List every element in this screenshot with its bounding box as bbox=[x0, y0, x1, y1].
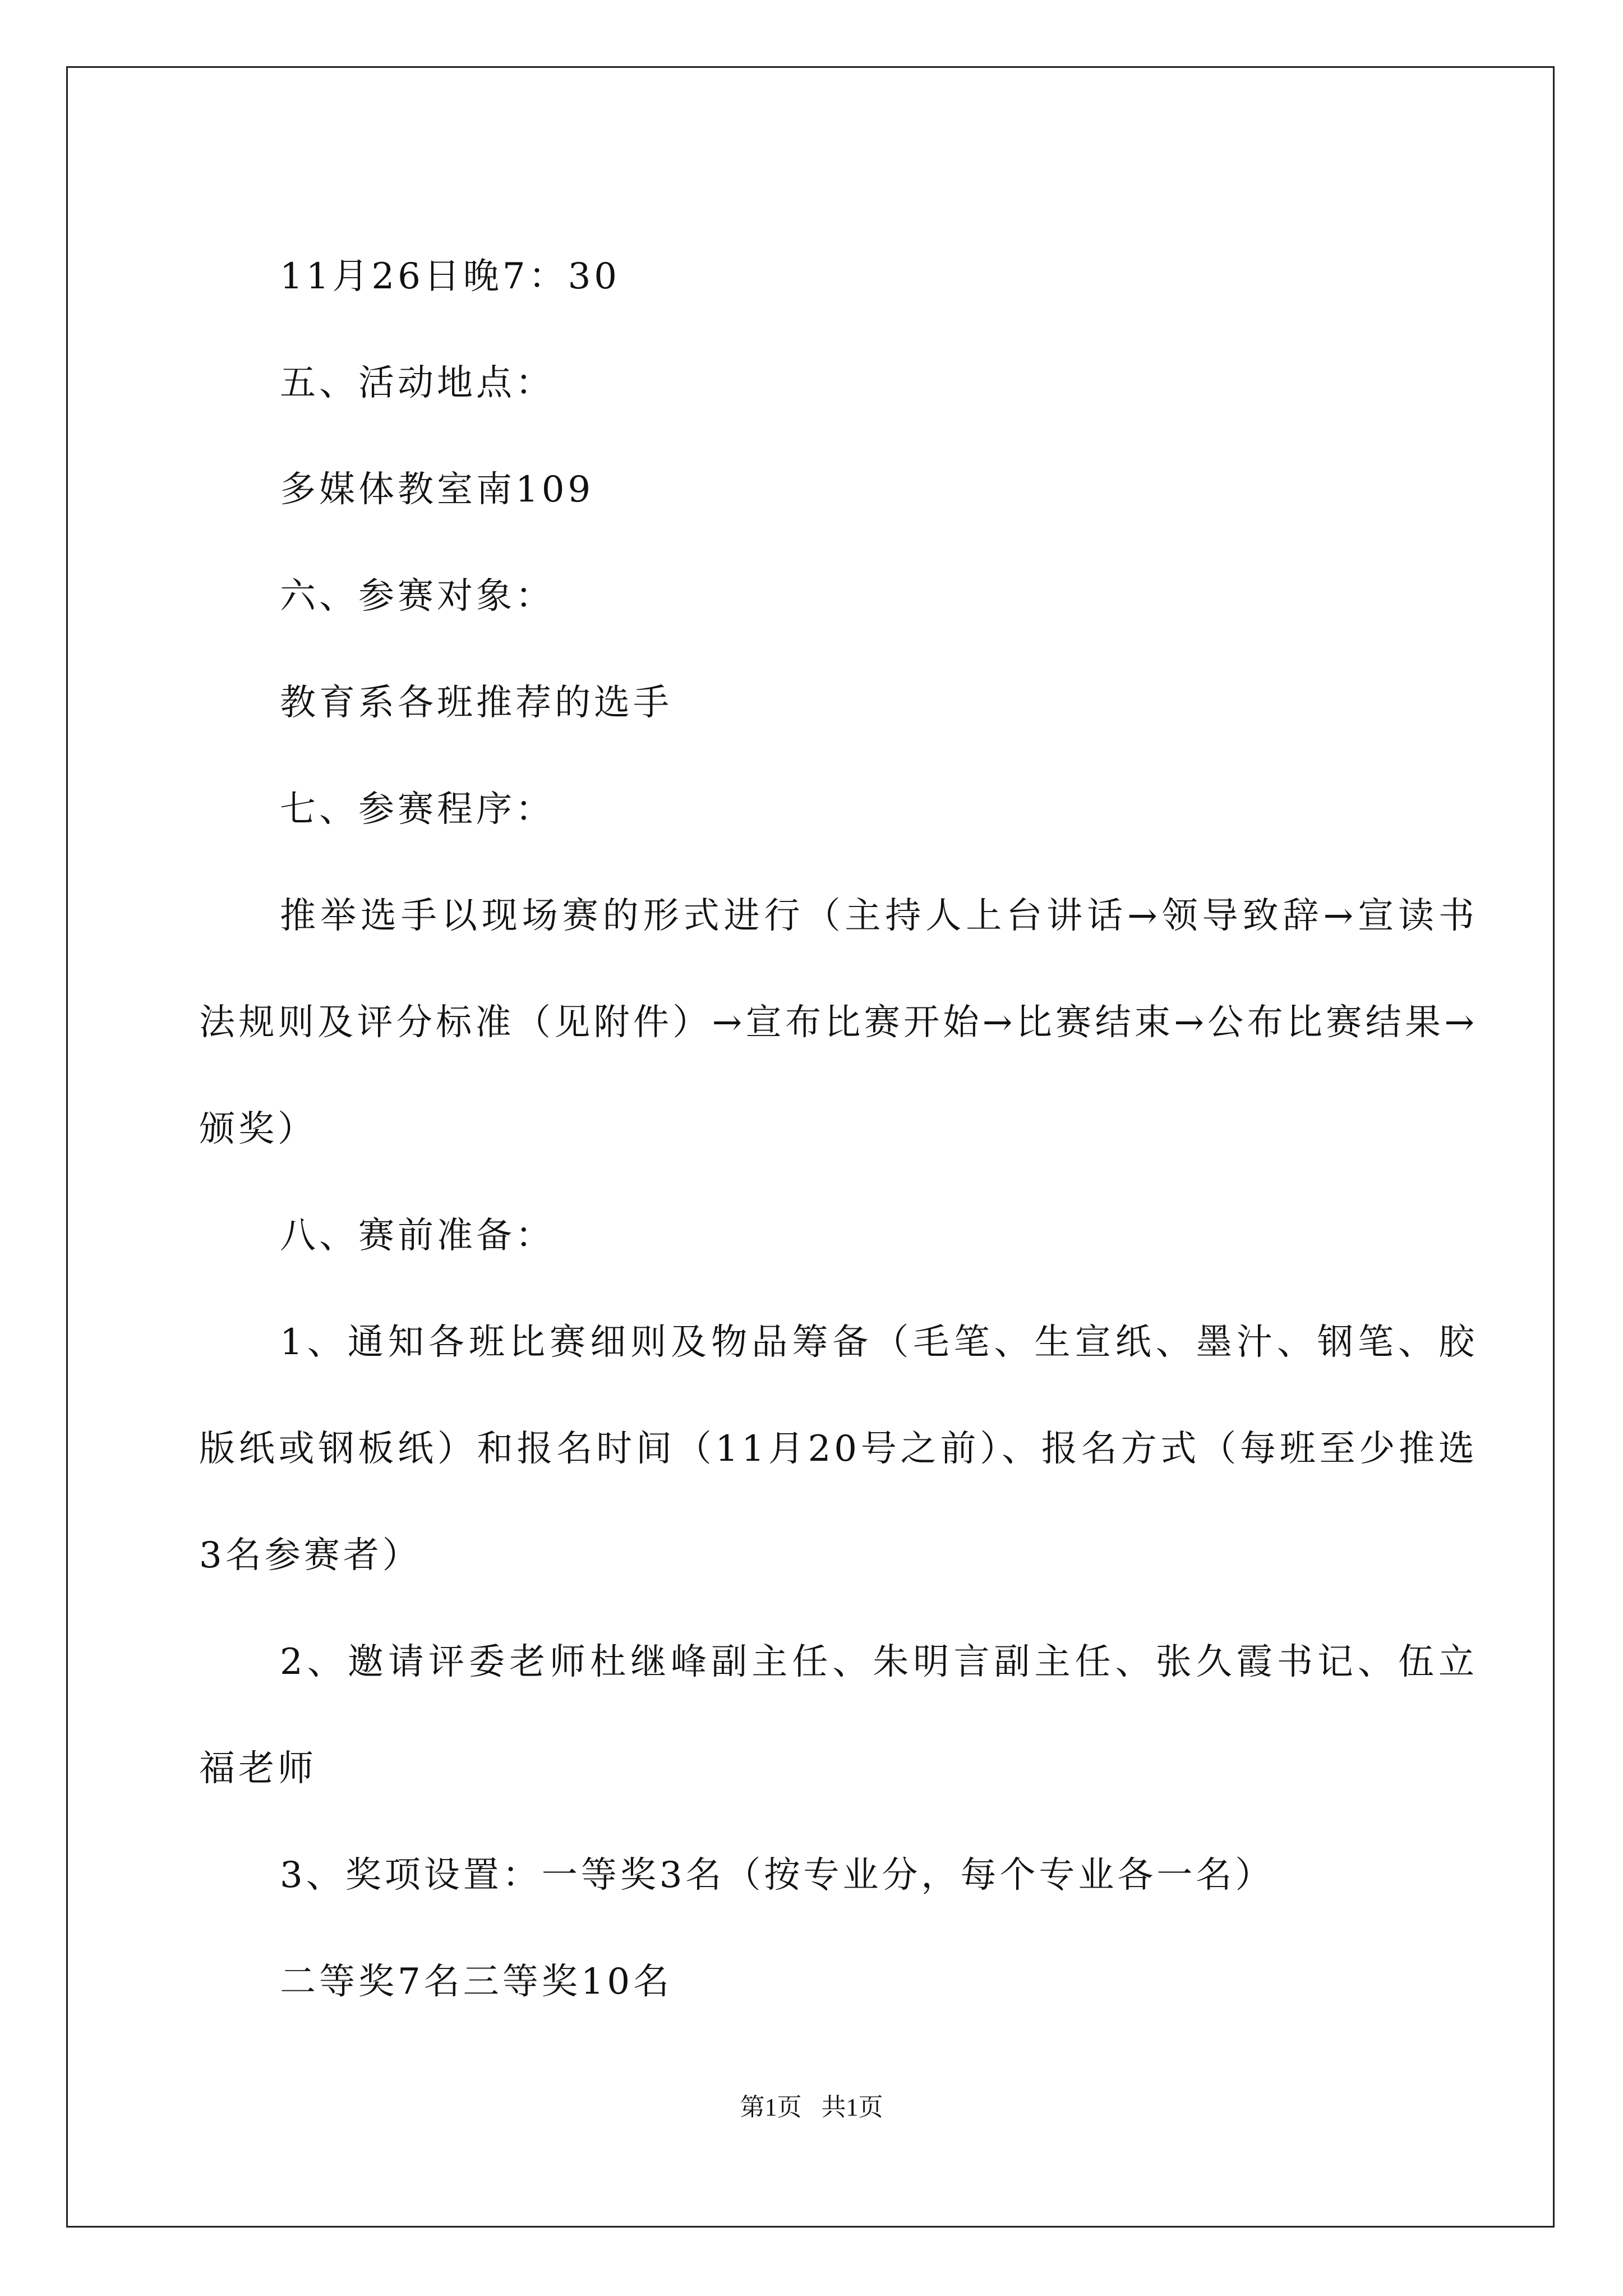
paragraph-location: 多媒体教室南109 bbox=[280, 469, 594, 510]
document-body bbox=[199, 223, 1478, 2035]
heading-procedure: 七、参赛程序： bbox=[280, 789, 555, 830]
page-total: 共1页 bbox=[821, 2093, 883, 2121]
heading-location: 五、活动地点： bbox=[280, 362, 555, 404]
paragraph-participants: 教育系各班推荐的选手 bbox=[280, 682, 672, 724]
paragraph-procedure: 推举选手以现场赛的形式进行（主持人上台讲话→领导致辞→宣读书法规则及评分标准（见附件）→宣布比赛开始→比赛结束→公布比赛结果→颁奖） bbox=[199, 895, 1478, 1150]
paragraph-preparation-1: 1、通知各班比赛细则及物品筹备（毛笔、生宣纸、墨汁、钢笔、胶版纸或钢板纸）和报名时间（11月20号之前）、报名方式（每班至少推选3名参赛者） bbox=[199, 1322, 1478, 1576]
page-number: 第1页 bbox=[740, 2093, 802, 2121]
heading-preparation: 八、赛前准备： bbox=[280, 1215, 555, 1257]
paragraph-preparation-3: 3、奖项设置：一等奖3名（按专业分，每个专业各一名） bbox=[280, 1855, 1275, 1896]
heading-participants: 六、参赛对象： bbox=[280, 576, 555, 617]
paragraph-awards: 二等奖7名三等奖10名 bbox=[280, 1961, 673, 2003]
page-footer bbox=[0, 2087, 1623, 2123]
paragraph-time: 11月26日晚7：30 bbox=[280, 256, 621, 297]
paragraph-preparation-2: 2、邀请评委老师杜继峰副主任、朱明言副主任、张久霞书记、伍立福老师 bbox=[199, 1641, 1478, 1789]
